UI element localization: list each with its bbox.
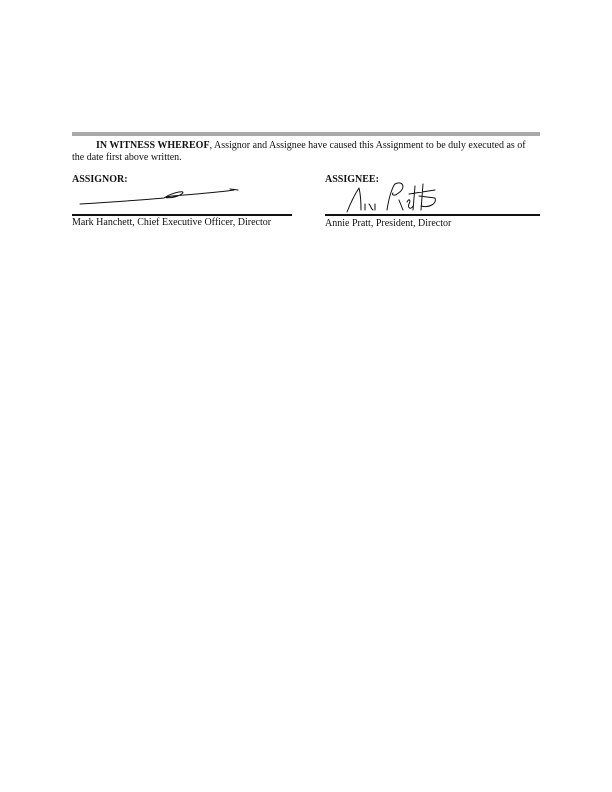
assignee-signer-name: Annie Pratt, President, Director <box>325 218 452 229</box>
assignor-signature-block <box>72 174 292 229</box>
assignor-label: ASSIGNOR: <box>72 174 128 185</box>
assignee-label: ASSIGNEE: <box>325 174 379 185</box>
witness-clause <box>72 140 540 164</box>
witness-body: , Assignor and Assignee have caused this Assignment to be duly executed as of the date first above written. <box>72 140 526 163</box>
assignor-signer-name: Mark Hanchett, Chief Executive Officer, Director <box>72 217 272 228</box>
assignee-signature <box>325 176 540 216</box>
witness-lead: IN WITNESS WHEREOF <box>96 140 210 151</box>
assignor-signature-line <box>72 186 292 216</box>
header-divider <box>72 132 540 136</box>
assignor-signature <box>72 186 292 216</box>
assignee-signature-block <box>325 174 540 230</box>
assignee-signature-line <box>325 186 540 216</box>
